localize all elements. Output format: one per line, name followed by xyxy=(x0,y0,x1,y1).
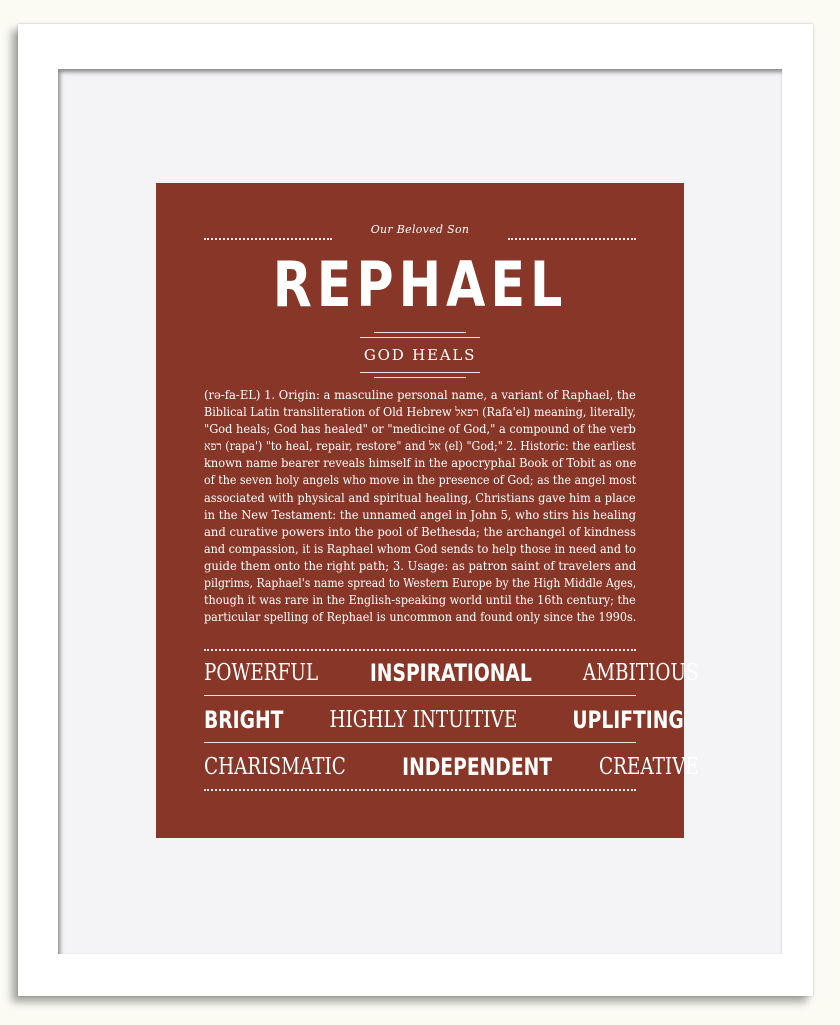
trait-word: INSPIRATIONAL xyxy=(369,659,532,687)
mat-board xyxy=(58,69,782,954)
traits-row-3 xyxy=(204,752,699,782)
trait-word: INDEPENDENT xyxy=(402,753,553,781)
definition-line: of the seven holy angels who move in the presence of God; as the angel most xyxy=(204,473,636,488)
traits-divider-2 xyxy=(204,742,636,743)
definition-line: (rə-fa-EL) 1. Origin: a masculine personal name, a variant of Raphael, the xyxy=(204,388,636,402)
definition-line: known name bearer reveals himself in the apocryphal Book of Tobit as one xyxy=(204,456,636,471)
trait-word: UPLIFTING xyxy=(571,706,684,734)
definition-line: Biblical Latin transliteration of Old Hebrew רפאל (Rafa'el) meaning, literally, xyxy=(204,405,636,420)
traits-row-1 xyxy=(204,658,699,688)
traits-dotted-rule-top xyxy=(204,649,636,651)
header-dotted-rule-left xyxy=(204,238,332,240)
traits-row-2 xyxy=(204,705,684,735)
meaning-underline-2 xyxy=(374,377,466,378)
trait-word: AMBITIOUS xyxy=(583,660,699,686)
name-underline-1 xyxy=(374,332,466,333)
trait-word: CHARISMATIC xyxy=(204,754,346,780)
meaning-underline-1 xyxy=(360,372,480,373)
traits-dotted-rule-bottom xyxy=(204,789,636,791)
name-underline-2 xyxy=(360,337,480,338)
definition-line: in the New Testament: the unnamed angel in John 5, who stirs his healing xyxy=(204,507,636,522)
definition-line: associated with physical and spiritual healing, Christians gave him a place xyxy=(204,490,636,505)
definition-line: guide them onto the right path; 3. Usage: as patron saint of travelers and xyxy=(204,558,636,573)
trait-word: CREATIVE xyxy=(598,754,699,780)
definition-line: "God heals; God has healed" or "medicine of God," a compound of the verb xyxy=(204,422,636,437)
header-dotted-rule-right xyxy=(508,238,636,240)
definition-line: רפא (rapa') "to heal, repair, restore" and אל (el) "God;" 2. Historic: the earliest xyxy=(204,439,636,454)
traits-divider-1 xyxy=(204,695,636,696)
name-meaning: GOD HEALS xyxy=(363,346,477,364)
poster-subtitle: Our Beloved Son xyxy=(370,223,470,236)
trait-word: HIGHLY INTUITIVE xyxy=(329,707,518,733)
definition-line: though it was rare in the English-speaking world until the 16th century; the xyxy=(204,593,636,608)
name-definition xyxy=(204,387,636,626)
definition-line: and curative powers into the pool of Bethesda; the archangel of kindness xyxy=(204,524,636,539)
name-poster xyxy=(156,183,699,838)
definition-line: pilgrims, Raphael's name spread to Western Europe by the High Middle Ages, xyxy=(204,576,636,591)
poster-name: REPHAEL xyxy=(272,248,568,321)
trait-word: BRIGHT xyxy=(204,706,284,734)
picture-frame xyxy=(18,24,813,996)
definition-line: and compassion, it is Raphael whom God sends to help those in need and to xyxy=(204,541,636,556)
trait-word: POWERFUL xyxy=(204,660,319,686)
definition-line: particular spelling of Rephael is uncommon and found only since the 1990s. xyxy=(204,610,636,625)
